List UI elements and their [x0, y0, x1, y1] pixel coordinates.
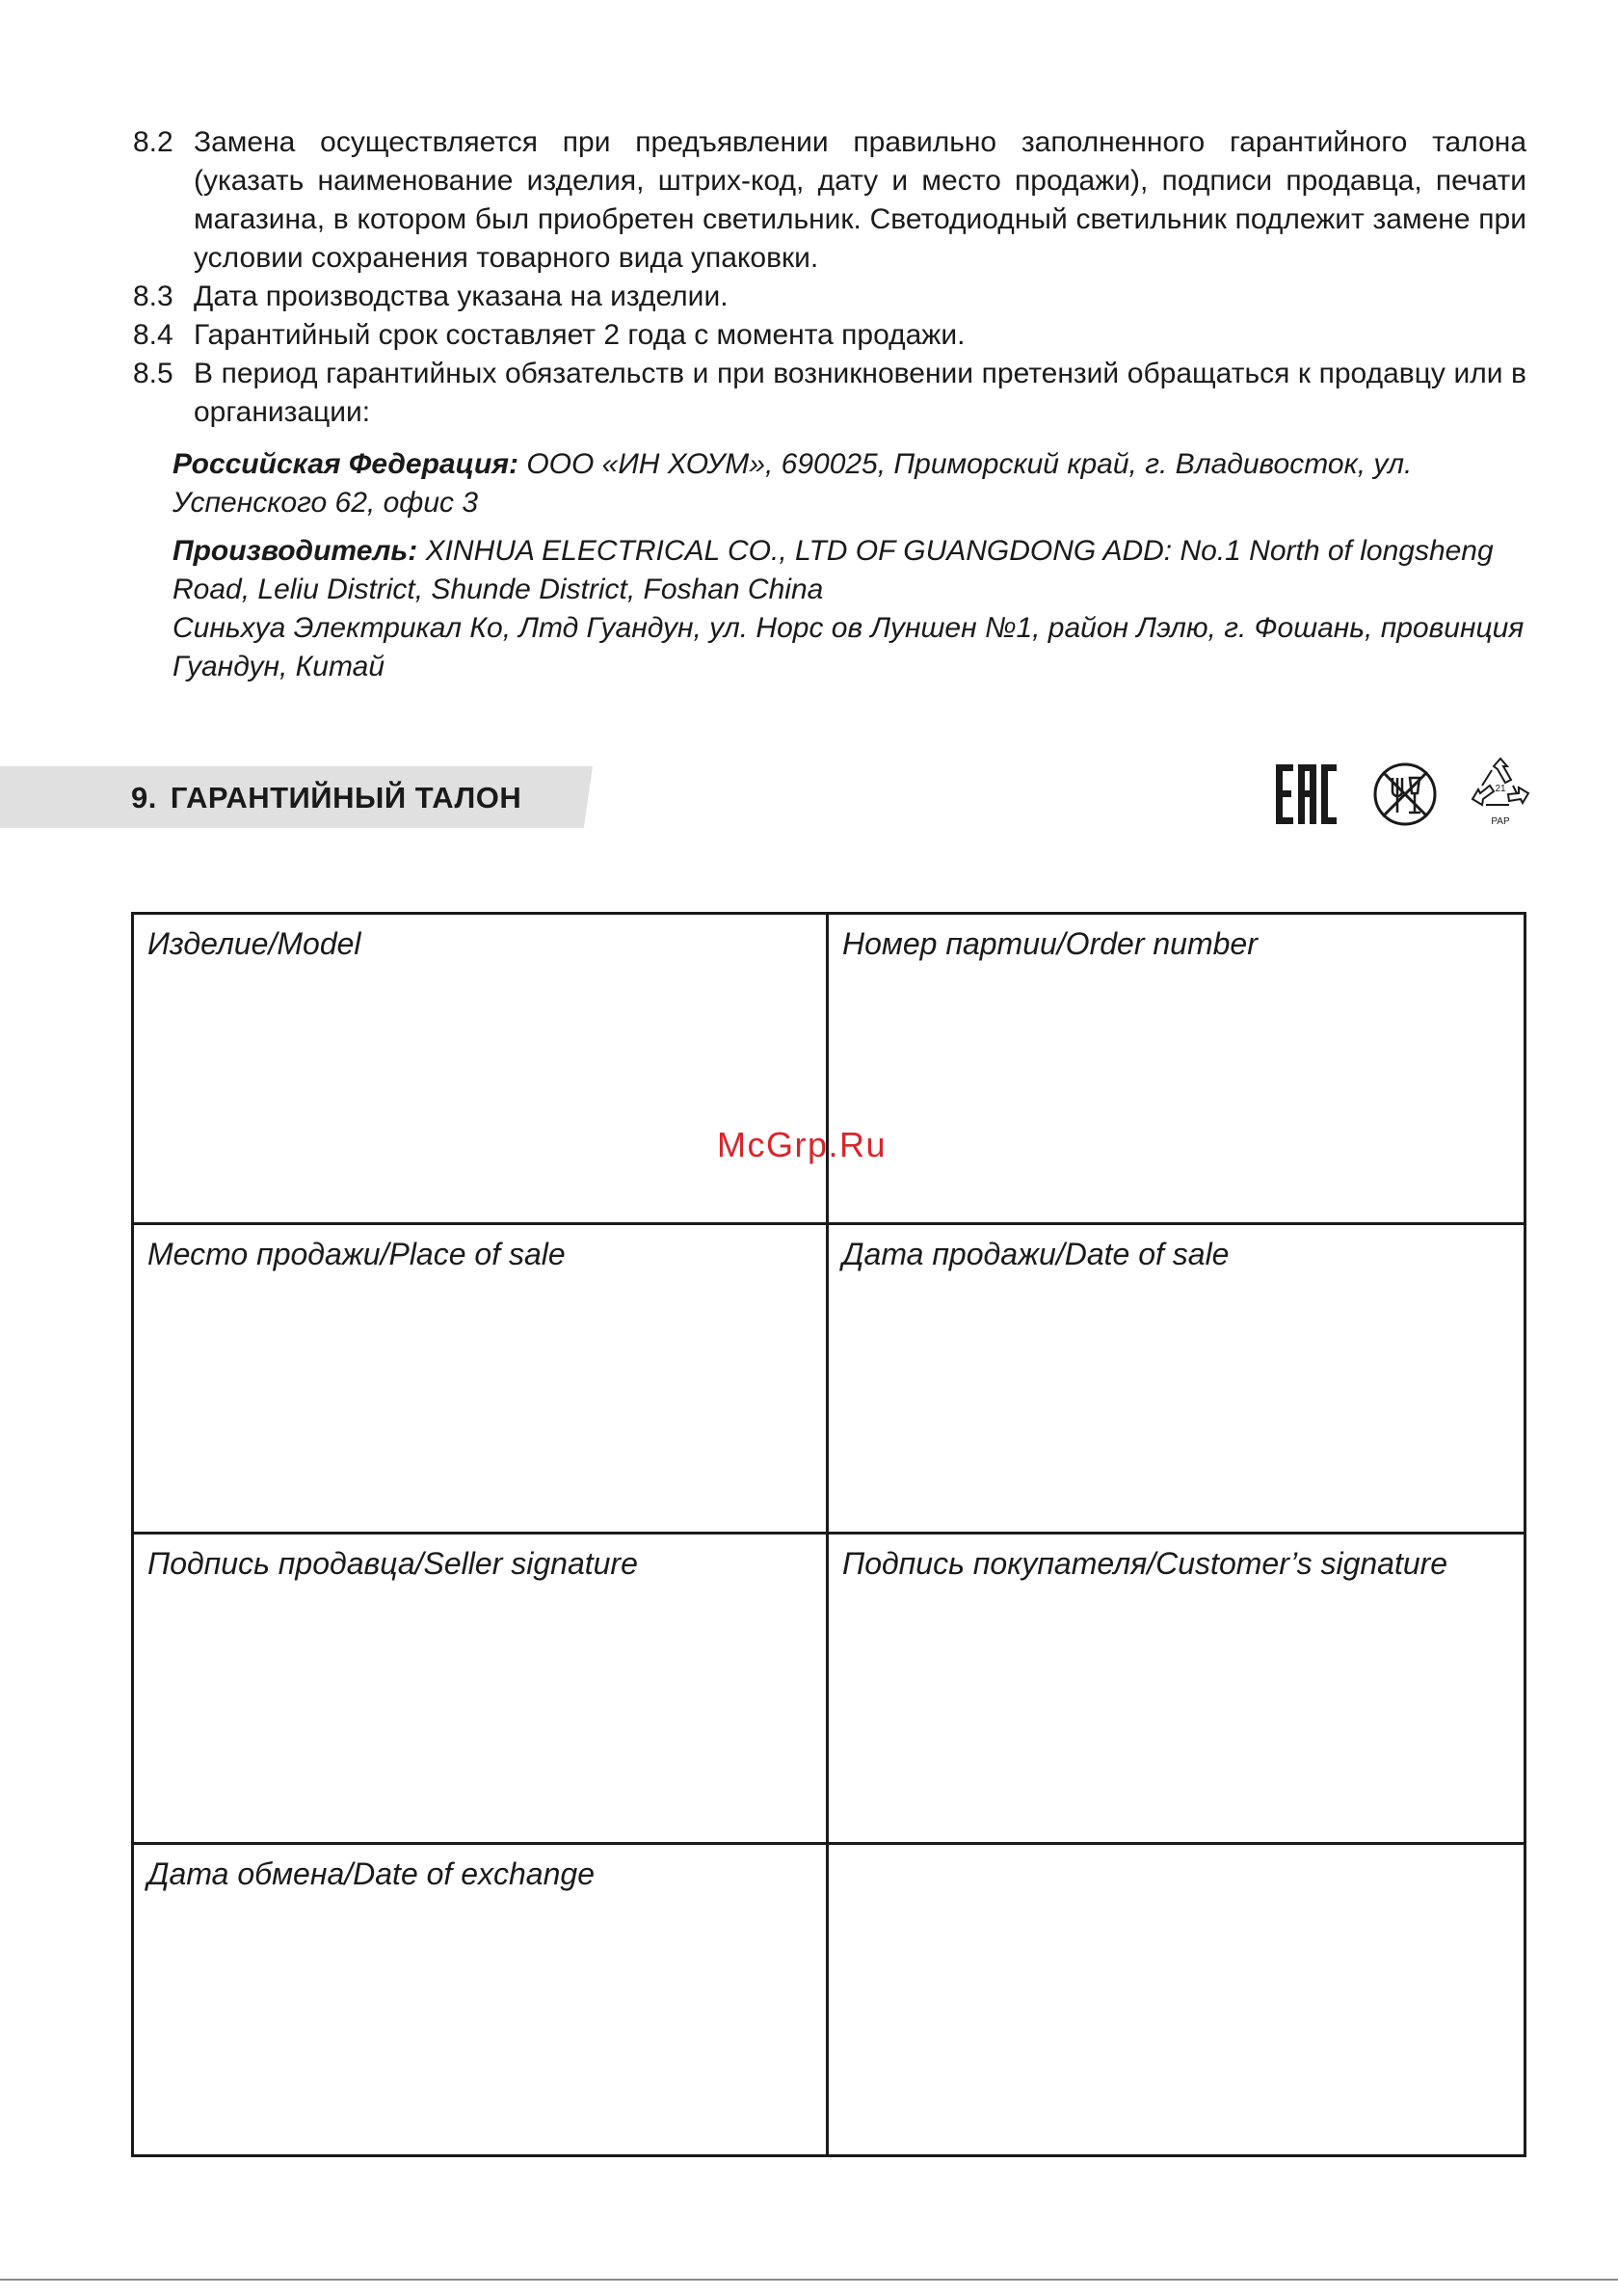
clause-8-5	[133, 355, 1526, 432]
manufacturer-address	[172, 532, 1526, 686]
cell-order-number[interactable]: Номер партии/Order number	[829, 915, 1524, 1225]
watermark: McGrp.Ru	[717, 1125, 888, 1164]
section-heading	[131, 779, 521, 817]
cell-date-of-exchange[interactable]: Дата обмена/Date of exchange	[134, 1845, 829, 2155]
recycle-pap-icon	[1469, 757, 1532, 836]
cell-model[interactable]: Изделие/Model	[134, 915, 829, 1225]
clause-number: 8.2	[133, 126, 173, 158]
section-title: ГАРАНТИЙНЫЙ ТАЛОН	[170, 781, 522, 814]
section-number: 9.	[131, 781, 157, 814]
address-text-en: XINHUA ELECTRICAL CO., LTD OF GUANGDONG ADD: No.1 North of longsheng Road, Leliu District, Shunde District, Foshan China	[172, 535, 1494, 605]
cell-date-of-sale[interactable]: Дата продажи/Date of sale	[829, 1225, 1524, 1535]
address-text-ru: Синьхуа Электрикал Ко, Лтд Гуандун, ул. Норс ов Луншен №1, район Лэлю, г. Фошань, провинция Гуандун, Китай	[172, 612, 1525, 682]
address-label: Российская Федерация:	[172, 448, 518, 480]
recycle-code: 21	[1495, 784, 1506, 794]
warranty-card-table	[131, 912, 1526, 2157]
clause-number: 8.4	[133, 319, 173, 351]
clause-text: Гарантийный срок составляет 2 года с момента продажи.	[194, 319, 966, 351]
clause-number: 8.5	[133, 358, 173, 389]
clause-text: Замена осуществляется при предъявлении правильно заполненного гарантийного талона (указать наименование изделия, штрих-код, дату и место продажи), подписи продавца, печати магазина, в котором был приобретен светильник. Светодиодный светильник подлежит замене при условии сохранения товарного вида упаковки.	[194, 126, 1526, 274]
clause-8-4	[133, 316, 1526, 355]
address-text: ООО «ИН ХОУМ», 690025, Приморский край, г. Владивосток, ул. Успенского 62, офис 3	[172, 448, 1413, 519]
clause-text: В период гарантийных обязательств и при возникновении претензий обращаться к продавцу или в организации:	[194, 358, 1526, 428]
cell-customer-signature[interactable]: Подпись покупателя/Customer’s signature	[829, 1535, 1524, 1845]
eac-mark-icon	[1272, 761, 1339, 828]
clause-8-3	[133, 278, 1526, 316]
page-bottom-divider	[0, 2279, 1618, 2281]
address-label: Производитель:	[172, 535, 418, 567]
russia-importer-address	[172, 445, 1526, 522]
recycle-label: PAP	[1491, 816, 1510, 827]
clause-8-2	[133, 123, 1526, 278]
cell-seller-signature[interactable]: Подпись продавца/Seller signature	[134, 1535, 829, 1845]
warranty-clauses	[133, 123, 1526, 432]
cell-empty[interactable]	[829, 1845, 1524, 2155]
clause-number: 8.3	[133, 280, 173, 312]
cell-place-of-sale[interactable]: Место продажи/Place of sale	[134, 1225, 829, 1535]
not-for-food-icon	[1371, 761, 1439, 828]
clause-text: Дата производства указана на изделии.	[194, 280, 729, 312]
